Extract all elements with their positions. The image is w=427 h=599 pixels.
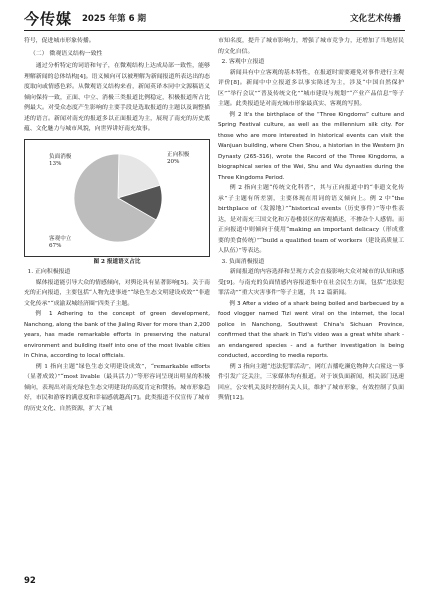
chart-caption: 图 2 报道语义占比 — [93, 258, 141, 265]
pie-percent-0: 20% — [167, 158, 180, 165]
section-heading-microsemantic: （二） 微观语义结构一致性 — [29, 50, 103, 57]
left-paragraph-1: 通过分析特定的词语和句子，在微观结构上达成局部一致性，能够理解新闻的总体结构[4]。语义倾向可以被理解为新闻报道所表达出的态度取向或情感色彩。从微观语义结构来看，新闻英译本同中文源稿语义倾向保持一致，正面、中立、消极三类报道比例稳定，积极报道所占比例最大。对受众态度产生影响的主要手段是选取报道的主题以及调整描述的语言。新闻对南充的报道多以正面报道为主，展现了南充的历史底蕴、文化魅力与城市风貌，向世界讲好南充故事。 — [24, 63, 210, 132]
subheading-neutral: 2. 客观中立报道 — [221, 59, 265, 65]
section-title: 文化艺术传播 — [349, 14, 401, 24]
left-paragraph-2: 媒体报道能引导大众的情感倾向，对舆论具有显著影响[5]。关于南充的正向报道，主要包括“人物先进事迹”“绿色生态文明建设成效”“非遗文化传承”“成渝双城经济圈”四类子主题。 — [24, 279, 210, 307]
pie-label-0: 正向积极 — [167, 151, 190, 158]
right-paragraph-2: 例 2 指向主题“传统文化科普”，其与正向报道中的“非遗文化传承”子主题有所差别，主要体现在用词的语义倾向上。例 2 中“the birthplace of（发源地）”“historical events（历史事件）”等中性表达，是对南充三国文化和万卷楼景区的客观描述，不掺杂个人感情。而正向报道中则倾向于使用“making an important delicacy（形成重要的美食传统）”“build a qualified team of workers（建设高质量工人队伍）”等表达。 — [218, 185, 404, 254]
example-3: 例 3 After a video of a shark being boiled and barbecued by a food vlogger named Tizi went viral on the internet, the local police in Nanchong, Southwest China's Sichuan Province, confirmed that the shark in Tizi's video was a great white shark - an endangered species - and a further investigation is being conducted, according to media reports. — [218, 300, 404, 359]
pie-percent-2: 67% — [49, 242, 62, 249]
pie-label-2: 客观中立 — [49, 235, 72, 242]
pie-chart-frame — [24, 139, 210, 257]
right-paragraph-1: 新闻具有中立客观的基本特性，在报道时需要避免对事件进行主观评价[8]。新闻中中立报道多以事实陈述为主，涉及“中国自然保护区”“举行会议”“普及传统文化”“城市建设与规划”“产业产品信息”等子主题。此类报道是对南充城市形象最真实、客观的写照。 — [218, 69, 404, 107]
journal-brand: 今传媒 — [24, 10, 73, 28]
left-paragraph-0: 符号，促进城市形象传播。 — [24, 38, 95, 44]
subheading-negative: 3. 负面消极报道 — [221, 258, 265, 265]
pie-label-1: 负面消极 — [49, 153, 72, 160]
header-rule — [24, 30, 405, 31]
pie-percent-1: 13% — [49, 160, 62, 167]
right-column — [218, 36, 404, 404]
example-1: 例 1 Adhering to the concept of green development, Nanchong, along the bank of the Jialing River for more than 2,200 years, has made remarkable efforts in preserving the natural environment and building itself into one of the most livable cities in China, according to local officials. — [24, 311, 210, 359]
pie-chart — [25, 140, 211, 256]
page-number: 92 — [24, 576, 36, 586]
right-paragraph-3: 新闻报道的内容选择和呈现方式会直接影响大众对城市的认知和感受[9]。与南充的负面情感内容报道集中在社会民生方面，包括“违法犯罪活动”“重大灾害事件”等子主题，共 12 篇新闻。 — [218, 269, 404, 296]
example-2: 例 2 It's the birthplace of the “Three Kingdoms” culture and Spring Festival culture, as well as the millennium silk city. For those who are more interested in historical events can visit the Wanjuan building, where Chen Shou, a historian in the Western Jin Dynasty (265-316), wrote the Record of the Three Kingdoms, a biographical series of the Wei, Shu and Wu dynasties during the Three Kingdoms Period. — [218, 111, 404, 181]
subheading-positive: 1. 正向积极报道 — [27, 269, 71, 275]
left-paragraph-3: 例 1 指向主题“绿色生态文明建设成效”，“remarkable efforts（显著成效）”“most livable（最具活力）”等形容词呈现出明显的积极倾向，表现出对南充绿色生态文明建设的高度肯定和赞扬。城市形象趋好，市民和游客的满意度和幸福感就越高[7]。此类报道不仅宣传了城市的历史文化、自然资源，扩大了城 — [24, 363, 210, 412]
page-header — [0, 0, 427, 34]
left-column — [24, 36, 210, 414]
journal-issue: 2025 年第 6 期 — [82, 14, 146, 24]
right-paragraph-0: 市知名度，提升了城市影响力，增强了城市竞争力，还增加了当地居民的文化自信。 — [218, 38, 404, 55]
right-paragraph-4: 例 3 指向主题“违法犯罪活动”，网红吉播吃濒危物种大白鲨这一事件引发广泛关注，三家媒体均有报道。对于该负面新闻，相关部门迅速回应，公安机关及时控制有关人员，维护了城市形象，有效控制了负面舆情[12]。 — [218, 363, 404, 401]
